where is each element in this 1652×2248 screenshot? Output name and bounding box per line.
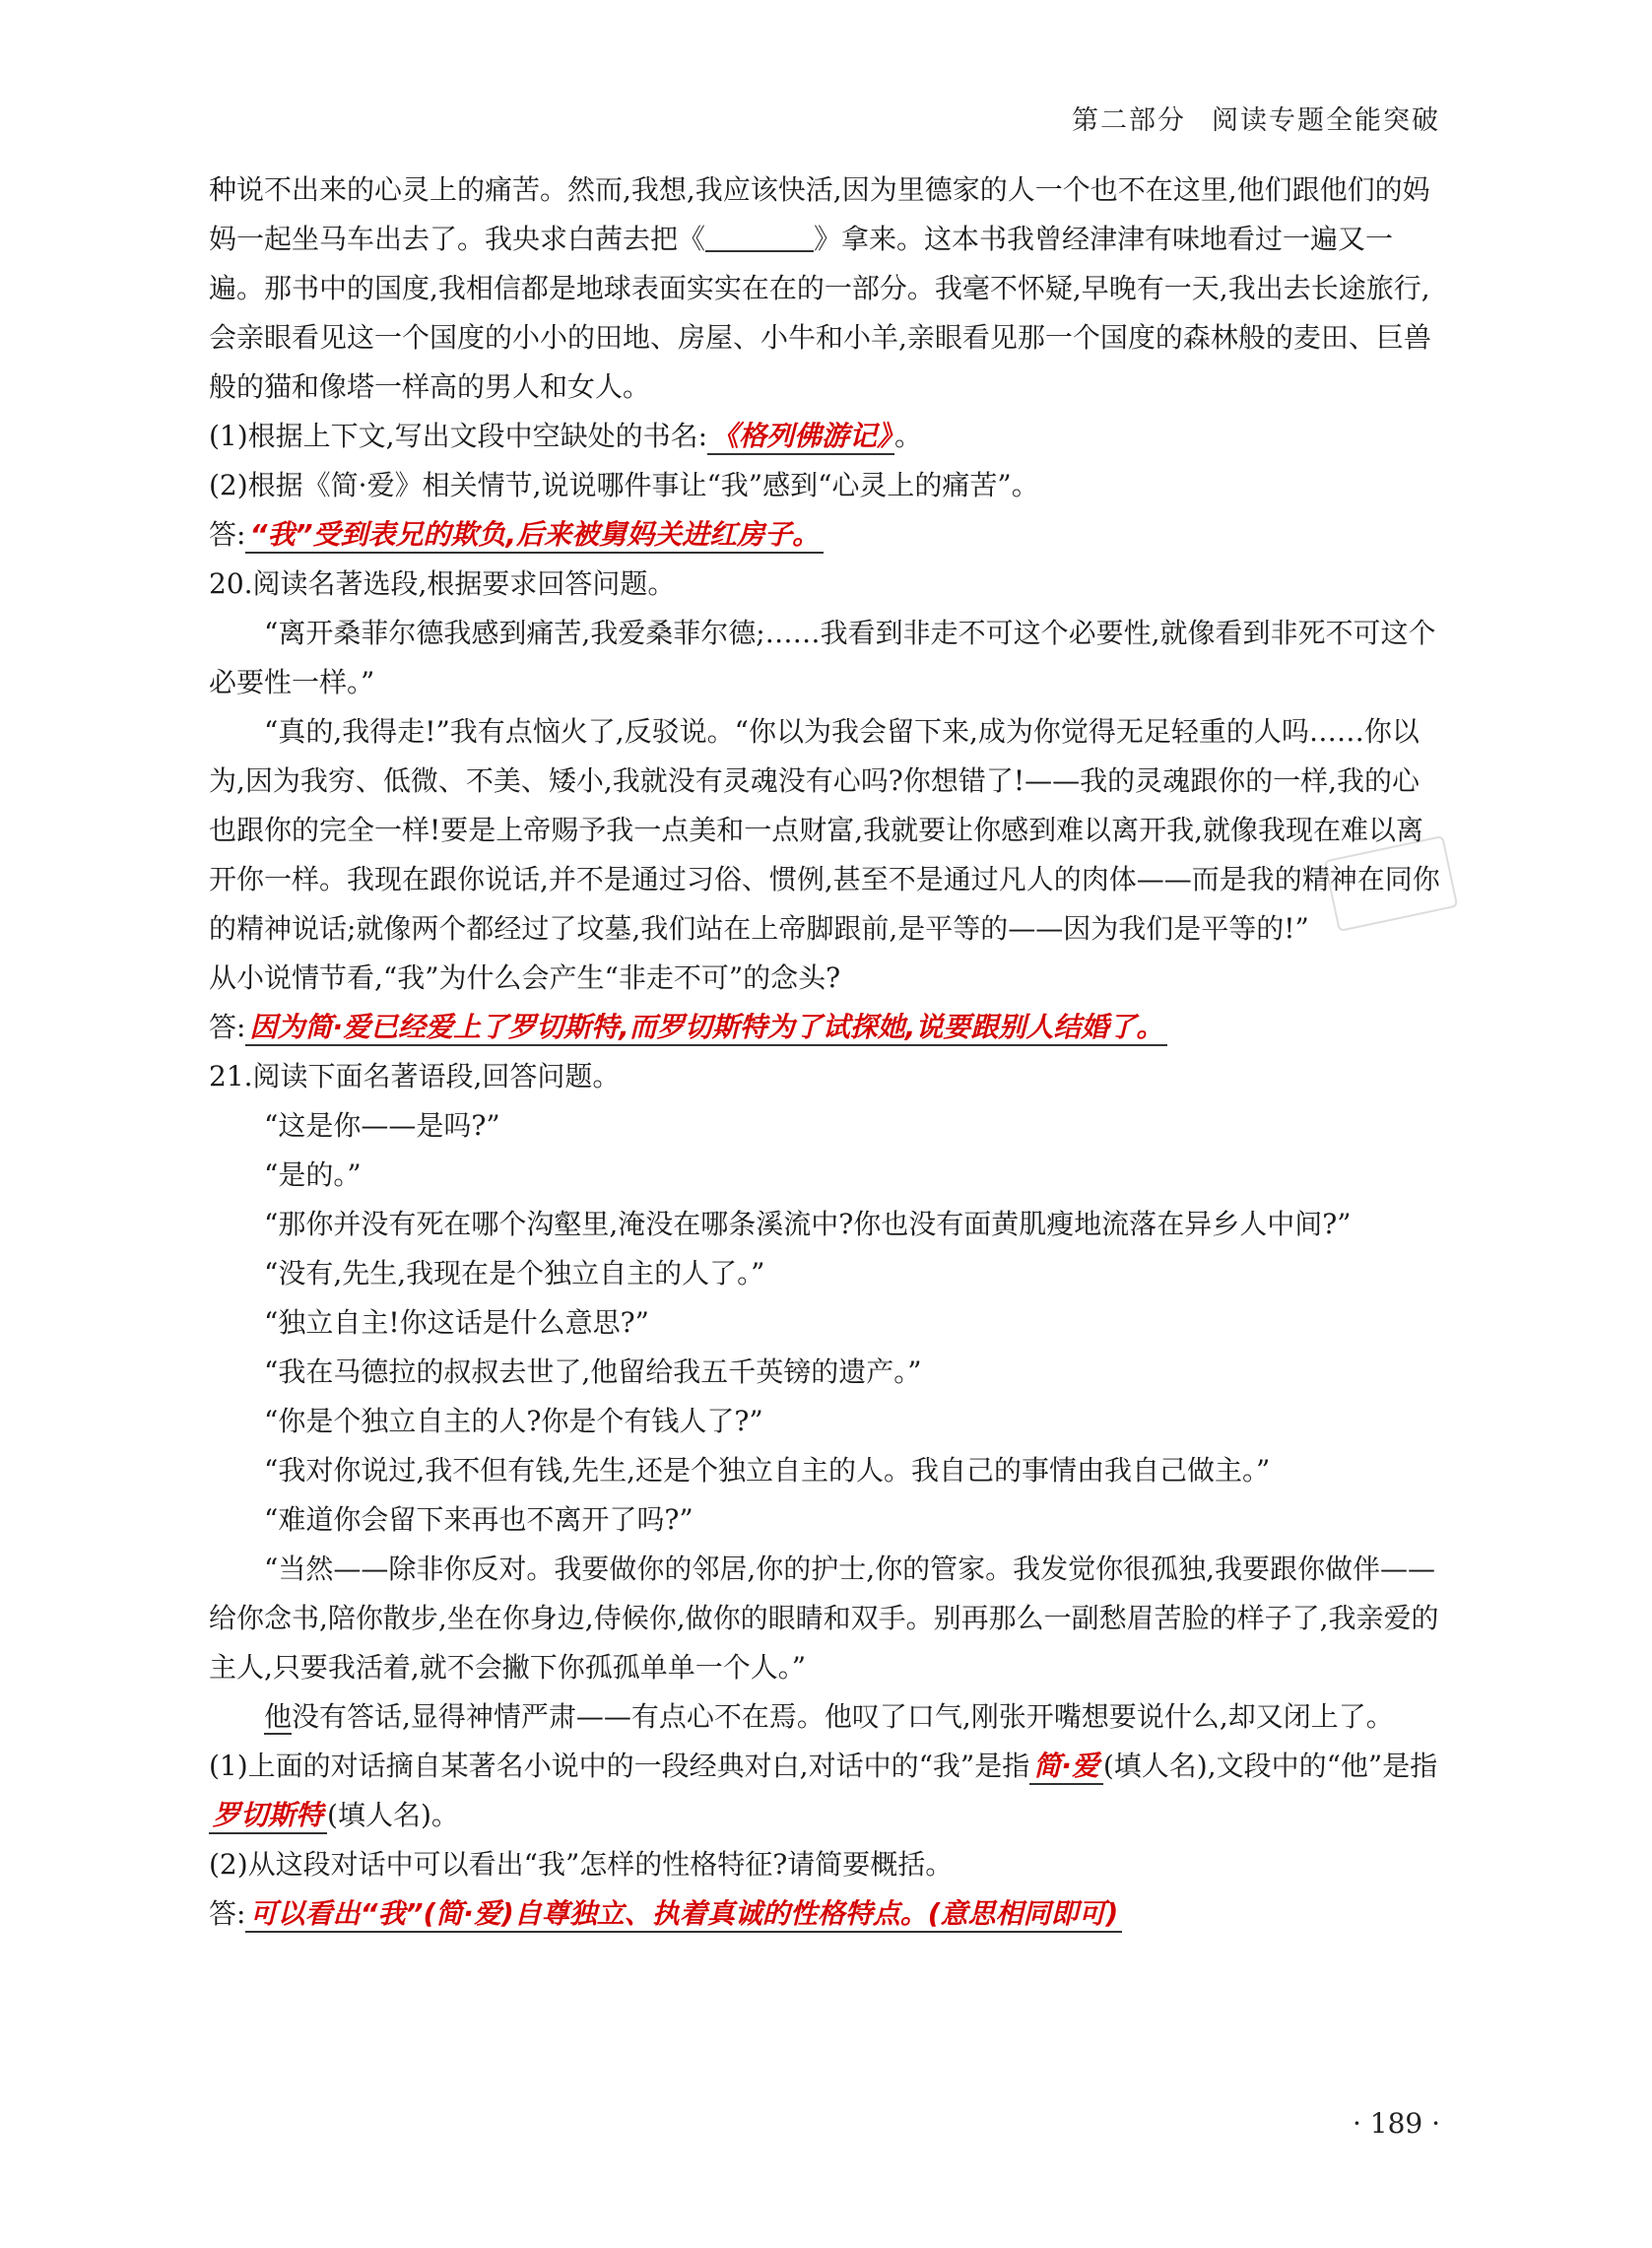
q20-question: 从小说情节看,“我”为什么会产生“非走不可”的念头? bbox=[209, 961, 841, 994]
dialogue-line: “你是个独立自主的人?你是个有钱人了?” bbox=[264, 1405, 763, 1437]
q19-sub2-answer: “我”受到表兄的欺负,后来被舅妈关进红房子。 bbox=[245, 518, 824, 554]
q20-para2: “真的,我得走!”我有点恼火了,反驳说。“你以为我会留下来,成为你觉得无足轻重的人吗……你以为,因为我穷、低微、不美、矮小,我就没有灵魂没有心吗?你想错了!——我的灵魂跟你的一样,我的心也跟你的完全一样!要是上帝赐予我一点美和一点财富,我就要让你感到难以离开我,就像我现在难以离开你一样。我现在跟你说话,并不是通过习俗、惯例,甚至不是通过凡人的肉体——而是我的精神在同你的精神说话;就像两个都经过了坟墓,我们站在上帝脚跟前,是平等的——因为我们是平等的!” bbox=[209, 715, 1440, 945]
q20-para1: “离开桑菲尔德我感到痛苦,我爱桑菲尔德;……我看到非走不可这个必要性,就像看到非死不可这个必要性一样。” bbox=[209, 617, 1436, 698]
dialogue-line: “没有,先生,我现在是个独立自主的人了。” bbox=[264, 1257, 765, 1289]
q20-answer-text: 因为简·爱已经爱上了罗切斯特,而罗切斯特为了试探她,说要跟别人结婚了。 bbox=[245, 1011, 1167, 1046]
header-title: 阅读专题全能突破 bbox=[1212, 105, 1440, 136]
page-header bbox=[1072, 99, 1440, 137]
q21-sub1-part1: (1)上面的对话摘自某著名小说中的一段经典对白,对话中的“我”是指 bbox=[209, 1750, 1030, 1782]
dialogue-line: “难道你会留下来再也不离开了吗?” bbox=[264, 1503, 694, 1536]
q21-para-long: “当然——除非你反对。我要做你的邻居,你的护士,你的管家。我发觉你很孤独,我要跟你做伴——给你念书,陪你散步,坐在你身边,侍候你,做你的眼睛和双手。别再那么一副愁眉苦脸的样子了,我亲爱的主人,只要我活着,就不会撇下你孤孤单单一个人。” bbox=[209, 1553, 1439, 1684]
q20-number: 20. bbox=[209, 567, 253, 600]
dialogue-line: “是的。” bbox=[264, 1158, 362, 1191]
dialogue-line: “我对你说过,我不但有钱,先生,还是个独立自主的人。我自己的事情由我自己做主。” bbox=[264, 1454, 1271, 1487]
q21-sub2: (2)从这段对话中可以看出“我”怎样的性格特征?请简要概括。 bbox=[209, 1848, 954, 1881]
q20-prompt: 阅读名著选段,根据要求回答问题。 bbox=[252, 567, 676, 600]
q19-sub1 bbox=[209, 412, 1440, 461]
dialogue-line: “这是你——是吗?” bbox=[264, 1109, 500, 1142]
q19-sub1-answer: 《格列佛游记》 bbox=[707, 420, 894, 455]
q21-sub1-answer2: 罗切斯特 bbox=[209, 1799, 327, 1834]
page-number: · 189 · bbox=[1352, 2107, 1440, 2140]
dialogue-line: “我在马德拉的叔叔去世了,他留给我五千英镑的遗产。” bbox=[264, 1355, 922, 1388]
q21-number: 21. bbox=[209, 1060, 253, 1092]
q21-para-he bbox=[209, 1692, 1440, 1742]
q21-sub1-part2: (填人名),文段中的“他”是指 bbox=[1102, 1750, 1438, 1782]
dialogue-line: “那你并没有死在哪个沟壑里,淹没在哪条溪流中?你也没有面黄肌瘦地流落在异乡人中间?” bbox=[264, 1208, 1352, 1240]
passage-text-before-blank: 种说不出来的心灵上的痛苦。然而,我想,我应该快活,因为里德家的人一个也不在这里,他们跟他们的妈妈一起坐马车出去了。我央求白茜去把《 bbox=[209, 173, 1430, 255]
q21-para-he-rest: 没有答话,显得神情严肃——有点心不在焉。他叹了口气,刚张开嘴想要说什么,却又闭上了。 bbox=[292, 1700, 1394, 1733]
passage-19-text bbox=[209, 165, 1440, 412]
underlined-he: 他 bbox=[264, 1700, 293, 1733]
q21-sub2-answer: 可以看出“我”(简·爱)自尊独立、执着真诚的性格特点。(意思相同即可) bbox=[245, 1897, 1122, 1933]
page-content bbox=[209, 165, 1440, 1939]
q21-sub1-part3: (填人名)。 bbox=[327, 1799, 459, 1831]
blank-line bbox=[705, 220, 814, 252]
q21-sub1 bbox=[209, 1742, 1440, 1840]
q21-heading bbox=[209, 1052, 1440, 1101]
q21-sub1-answer1: 简·爱 bbox=[1029, 1750, 1103, 1785]
answer-label: 答: bbox=[209, 518, 246, 551]
q20-heading bbox=[209, 560, 1440, 609]
q20-answer bbox=[209, 1003, 1440, 1052]
q21-prompt: 阅读下面名著语段,回答问题。 bbox=[252, 1060, 621, 1092]
dialogue-line: “独立自主!你这话是什么意思?” bbox=[264, 1306, 649, 1339]
answer-label: 答: bbox=[209, 1011, 246, 1043]
q19-sub2: (2)根据《简·爱》相关情节,说说哪件事让“我”感到“心灵上的痛苦”。 bbox=[209, 469, 1039, 501]
q21-answer bbox=[209, 1889, 1440, 1939]
q19-answer bbox=[209, 510, 1440, 560]
answer-label: 答: bbox=[209, 1897, 246, 1930]
q19-sub1-suffix: 。 bbox=[894, 420, 923, 452]
q19-sub1-text: (1)根据上下文,写出文段中空缺处的书名: bbox=[209, 420, 707, 452]
passage-text-after-blank: 》拿来。这本书我曾经津津有味地看过一遍又一遍。那书中的国度,我相信都是地球表面实实在在的一部分。我毫不怀疑,早晚有一天,我出去长途旅行,会亲眼看见这一个国度的小小的田地、房屋、小牛和小羊,亲眼看见那一个国度的森林般的麦田、巨兽般的猫和像塔一样高的男人和女人。 bbox=[209, 223, 1431, 403]
header-part: 第二部分 bbox=[1072, 105, 1186, 136]
